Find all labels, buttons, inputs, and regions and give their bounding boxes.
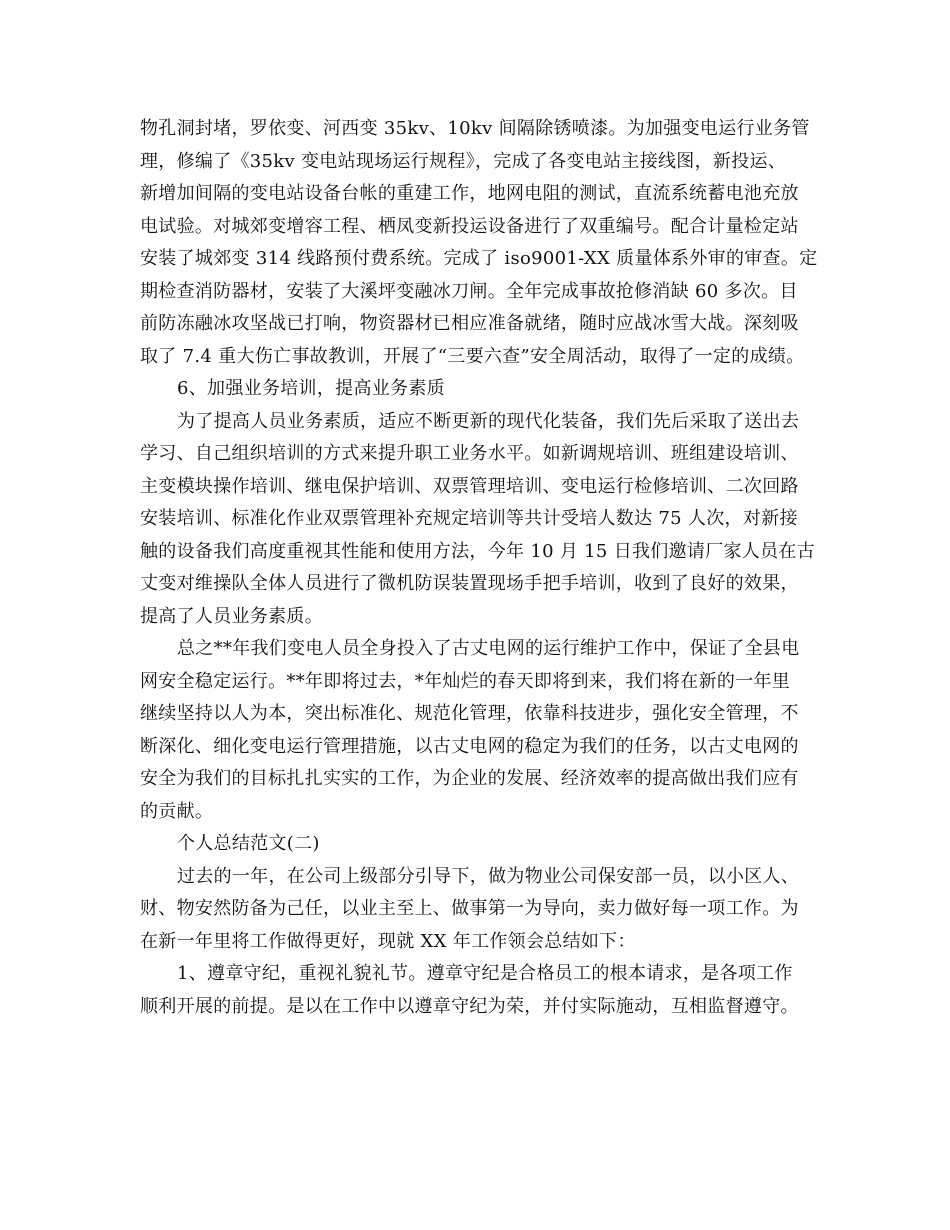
- text-line: 顺利开展的前提。是以在工作中以遵章守纪为荣，并付实际施动，互相监督遵守。: [140, 995, 799, 1017]
- paragraph-past-year: [140, 861, 820, 959]
- text-line: 继续坚持以人为本，突出标准化、规范化管理，依靠科技进步，强化安全管理，不: [140, 703, 799, 724]
- paragraph-training: [140, 406, 820, 634]
- text-line: 提高了人员业务素质。: [140, 605, 323, 627]
- text-line: 丈变对维操队全体人员进行了微机防误装置现场手把手培训，收到了良好的效果，: [140, 573, 799, 594]
- paragraph-substation-maintenance: [140, 113, 820, 373]
- text-line: 在新一年里将工作做得更好，现就 XX 年工作领会总结如下：: [140, 930, 636, 952]
- text-line: 网安全稳定运行。**年即将过去，*年灿烂的春天即将到来，我们将在新的一年里: [140, 670, 791, 692]
- paragraph-discipline: [140, 958, 820, 1023]
- text-line: 触的设备我们高度重视其性能和使用方法，今年 10 月 15 日我们邀请厂家人员在古: [140, 540, 815, 562]
- text-line: 新增加间隔的变电站设备台帐的重建工作，地网电阻的测试，直流系统蓄电池充放: [140, 183, 799, 204]
- text-line: 期检查消防器材，安装了大溪坪变融冰刀闸。全年完成事故抢修消缺 60 多次。目: [140, 280, 798, 302]
- text-line: 电试验。对城郊变增容工程、栖凤变新投运设备进行了双重编号。配合计量检定站: [140, 215, 799, 237]
- text-line: 学习、自己组织培训的方式来提升职工业务水平。如新调规培训、班组建设培训、: [140, 443, 799, 464]
- text-line: 安全为我们的目标扎扎实实的工作，为企业的发展、经济效率的提高做出我们应有: [140, 768, 799, 789]
- paragraph-conclusion: [140, 633, 820, 828]
- text-line: 6、加强业务培训，提高业务素质: [177, 378, 445, 399]
- text-line: 总之**年我们变电人员全身投入了古丈电网的运行维护工作中，保证了全县电: [177, 638, 800, 659]
- section-heading-training: [140, 373, 820, 406]
- text-line: 过去的一年，在公司上级部分引导下，做为物业公司保安部一员，以小区人、: [177, 865, 800, 887]
- text-line: 前防冻融冰攻坚战已打响，物资器材已相应准备就绪，随时应战冰雪大战。深刻吸: [140, 313, 799, 334]
- document-body: [140, 113, 820, 1023]
- text-line: 的贡献。: [140, 800, 214, 822]
- text-line: 取了 7.4 重大伤亡事故教训，开展了“三要六查”安全周活动，取得了一定的成绩。: [140, 345, 805, 367]
- text-line: 理，修编了《35kv 变电站现场运行规程》，完成了各变电站主接线图，新投运、: [140, 150, 787, 172]
- text-line: 为了提高人员业务素质，适应不断更新的现代化装备，我们先后采取了送出去: [177, 410, 800, 432]
- text-line: 财、物安然防备为己任，以业主至上、做事第一为导向，卖力做好每一项工作。为: [140, 898, 799, 919]
- text-line: 安装了城郊变 314 线路预付费系统。完成了 iso9001-XX 质量体系外审的审查。定: [140, 248, 818, 269]
- text-line: 断深化、细化变电运行管理措施，以古丈电网的稳定为我们的任务，以古丈电网的: [140, 735, 799, 757]
- text-line: 物孔洞封堵，罗依变、河西变 35kv、10kv 间隔除锈喷漆。为加强变电运行业务管: [140, 118, 810, 139]
- text-line: 主变模块操作培训、继电保护培训、双票管理培训、变电运行检修培训、二次回路: [140, 475, 799, 497]
- text-line: 个人总结范文(二): [177, 833, 320, 854]
- text-line: 1、遵章守纪，重视礼貌礼节。遵章守纪是合格员工的根本请求，是各项工作: [177, 963, 793, 984]
- text-line: 安装培训、标准化作业双票管理补充规定培训等共计受培人数达 75 人次，对新接: [140, 508, 798, 529]
- section-heading-sample-two: [140, 828, 820, 861]
